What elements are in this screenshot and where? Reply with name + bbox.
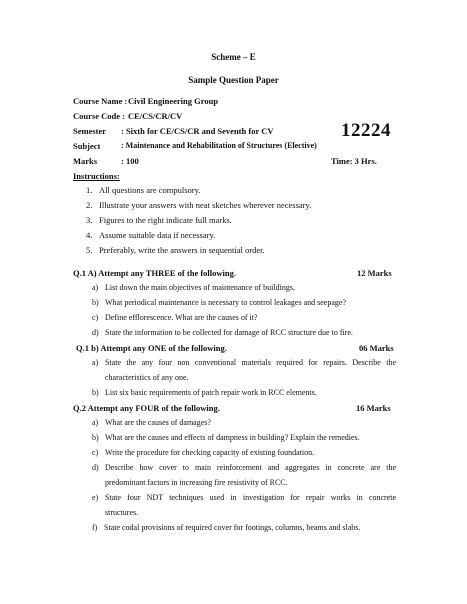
question-label: c) (92, 313, 99, 322)
instruction-number: 5. (86, 245, 93, 255)
instruction-text: Illustrate your answers with neat sketches wherever necessary. (99, 200, 312, 210)
question-text: State the any four non conventional materials required for repairs. Describe the (105, 358, 396, 367)
question-label: b) (92, 388, 99, 397)
time-value: Time: 3 Hrs. (331, 156, 377, 166)
question-text: Describe how cover to main reinforcement and aggregates in concrete are the (105, 463, 396, 472)
scheme-label: Scheme – E (211, 52, 256, 62)
question-text: Define efflorescence. What are the causes of it? (105, 313, 258, 322)
question-text: State four NDT techniques used in investigation for repair works in concrete (105, 493, 396, 502)
question-text: State the information to be collected for damage of RCC structure due to fire. (105, 328, 353, 337)
q1a-heading: Q.1 A) Attempt any THREE of the following. (73, 268, 237, 278)
course-code-value: CE/CS/CR/CV (128, 111, 183, 121)
question-text-continued: structures. (105, 508, 139, 517)
question-label: d) (92, 463, 99, 472)
subject-label: Subject (73, 141, 101, 151)
instruction-number: 4. (86, 230, 93, 240)
marks-label: Marks (73, 156, 98, 166)
page-title: Sample Question Paper (188, 75, 279, 85)
instruction-text: Assume suitable data if necessary. (99, 230, 216, 240)
course-name-label: Course Name : (73, 96, 128, 106)
question-text-continued: predominant factors in increasing fire resistivity of RCC. (105, 478, 288, 487)
question-label: f) (92, 523, 98, 532)
question-text: List down the main objectives of maintenance of buildings. (105, 283, 295, 292)
question-text: Write the procedure for checking capacity of existing foundation. (105, 448, 315, 457)
question-label: e) (92, 493, 99, 502)
semester-value: : Sixth for CE/CS/CR and Seventh for CV (121, 126, 274, 136)
question-label: a) (92, 418, 99, 427)
q1a-marks: 12 Marks (357, 268, 392, 278)
instructions-heading: Instructions: (73, 171, 120, 181)
question-text: What periodical maintenance is necessary to control leakages and seepage? (105, 298, 346, 307)
instruction-text: Figures to the right indicate full marks. (99, 215, 232, 225)
question-label: b) (92, 433, 99, 442)
subject-value: : Maintenance and Rehabilitation of Structures (Elective) (121, 141, 317, 150)
course-code-label: Course Code : (73, 111, 125, 121)
question-label: a) (92, 358, 99, 367)
question-label: d) (92, 328, 99, 337)
q2-marks: 16 Marks (356, 403, 391, 413)
q1b-marks: 06 Marks (359, 343, 394, 353)
instruction-text: Preferably, write the answers in sequential order. (99, 245, 265, 255)
instruction-number: 2. (86, 200, 93, 210)
question-label: c) (92, 448, 99, 457)
q2-heading: Q.2 Attempt any FOUR of the following. (73, 403, 220, 413)
instruction-number: 3. (86, 215, 93, 225)
marks-value: : 100 (121, 156, 139, 166)
question-text-continued: characteristics of any one. (105, 373, 189, 382)
question-text: What are the causes of damages? (105, 418, 211, 427)
question-text: State codal provisions of required cover for footings, columns, beams and slabs. (104, 523, 361, 532)
question-label: a) (92, 283, 99, 292)
question-label: b) (92, 298, 99, 307)
question-text: List six basic requirements of patch repair work in RCC elements. (105, 388, 317, 397)
course-name-value: Civil Engineering Group (128, 96, 219, 106)
paper-code: 12224 (341, 120, 391, 141)
instruction-text: All questions are compulsory. (99, 185, 201, 195)
question-text: What are the causes and effects of dampness in building? Explain the remedies. (105, 433, 360, 442)
instruction-number: 1. (86, 185, 93, 195)
q1b-heading: Q.1 b) Attempt any ONE of the following. (76, 343, 227, 353)
semester-label: Semester (73, 126, 107, 136)
